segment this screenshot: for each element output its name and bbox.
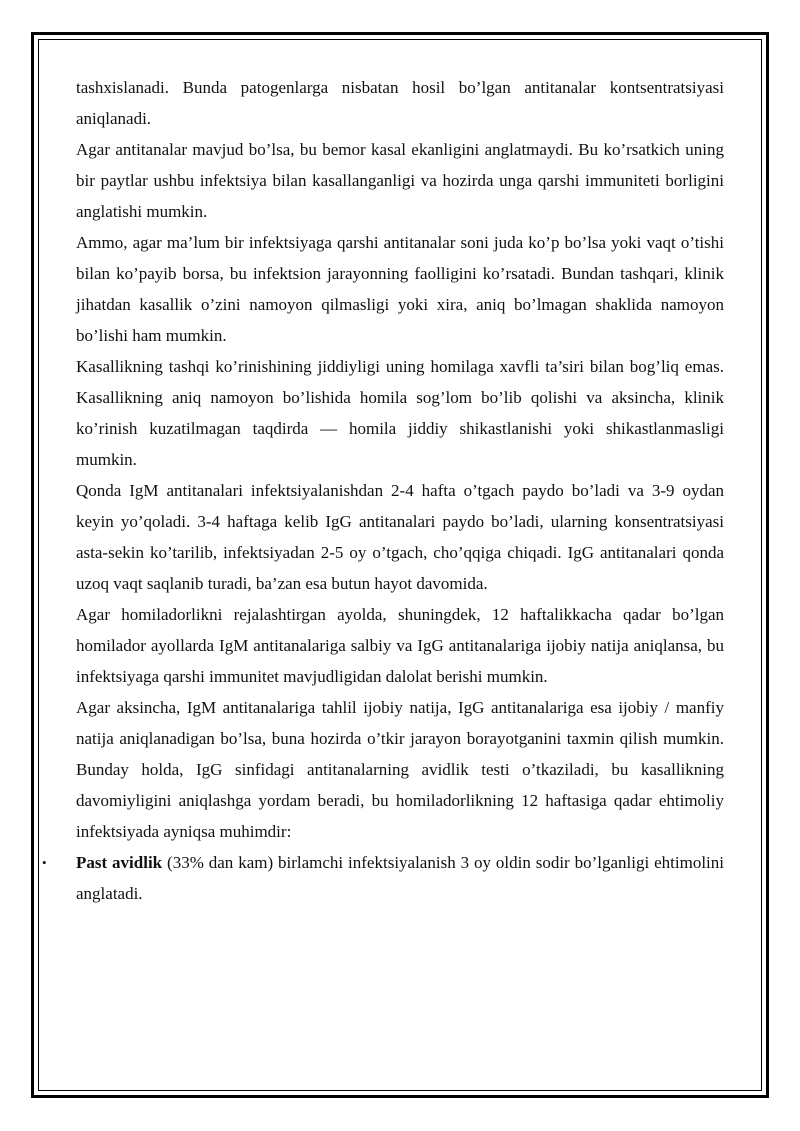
bullet-term: Past avidlik — [76, 853, 163, 872]
paragraph: Qonda IgM antitanalari infektsiyalanishdan 2-4 hafta o’tgach paydo bo’ladi va 3-9 oydan keyin yo’qoladi. 3-4 haftaga kelib IgG antitanalari paydo bo’ladi, ularning konsentratsiyasi asta-sekin ko’tarilib, infektsiyadan 2-5 oy o’tgach, cho’qqiga chiqadi. IgG antitanalari qonda uzoq vaqt saqlanib turadi, ba’zan esa butun hayot davomida. — [76, 481, 724, 593]
bullet-list — [42, 847, 724, 909]
paragraph: tashxislanadi. Bunda patogenlarga nisbatan hosil bo’lgan antitanalar kontsentratsiyasi aniqlanadi. — [76, 78, 724, 128]
document-body — [42, 72, 724, 909]
paragraph: Agar aksincha, IgM antitanalariga tahlil ijobiy natija, IgG antitanalariga esa ijobiy / manfiy natija aniqlanadigan bo’lsa, buna hozirda o’tkir jarayon borayotganini taxmin qilish mumkin. Bunday holda, IgG sinfidagi antitanalarning avidlik testi o’tkaziladi, bu kasallikning davomiyligini aniqlashga yordam beradi, bu homiladorlikning 12 haftasiga qadar ehtimoliy infektsiyada ayniqsa muhimdir: — [76, 698, 724, 841]
paragraph: Kasallikning tashqi ko’rinishining jiddiyligi uning homilaga xavfli ta’siri bilan bog’liq emas. Kasallikning aniq namoyon bo’lishida homila sog’lom bo’lib qolishi va aksincha, klinik ko’rinish kuzatilmagan taqdirda — homila jiddiy shikastlanishi yoki shikastlanmasligi mumkin. — [76, 357, 724, 469]
list-item — [42, 847, 724, 909]
paragraph: Ammo, agar ma’lum bir infektsiyaga qarshi antitanalar soni juda ko’p bo’lsa yoki vaqt o’tishi bilan ko’payib borsa, bu infektsion jarayonning faolligini ko’rsatadi. Bundan tashqari, klinik jihatdan kasallik o’zini namoyon qilmasligi yoki xira, aniq bo’lmagan shaklida namoyon bo’lishi ham mumkin. — [76, 233, 724, 345]
paragraph: Agar homiladorlikni rejalashtirgan ayolda, shuningdek, 12 haftalikkacha qadar bo’lgan homilador ayollarda IgM antitanalariga salbiy va IgG antitanalariga ijobiy natija aniqlansa, bu infektsiyaga qarshi immunitet mavjudligidan dalolat berishi mumkin. — [76, 605, 724, 686]
bullet-text: (33% dan kam) birlamchi infektsiyalanish 3 oy oldin sodir bo’lganligi ehtimolini anglatadi. — [76, 853, 724, 903]
paragraph: Agar antitanalar mavjud bo’lsa, bu bemor kasal ekanligini anglatmaydi. Bu ko’rsatkich uning bir paytlar ushbu infektsiya bilan kasallanganligi va hozirda unga qarshi immuniteti borligini anglatishi mumkin. — [76, 140, 724, 221]
bullet-icon: • — [42, 855, 47, 870]
